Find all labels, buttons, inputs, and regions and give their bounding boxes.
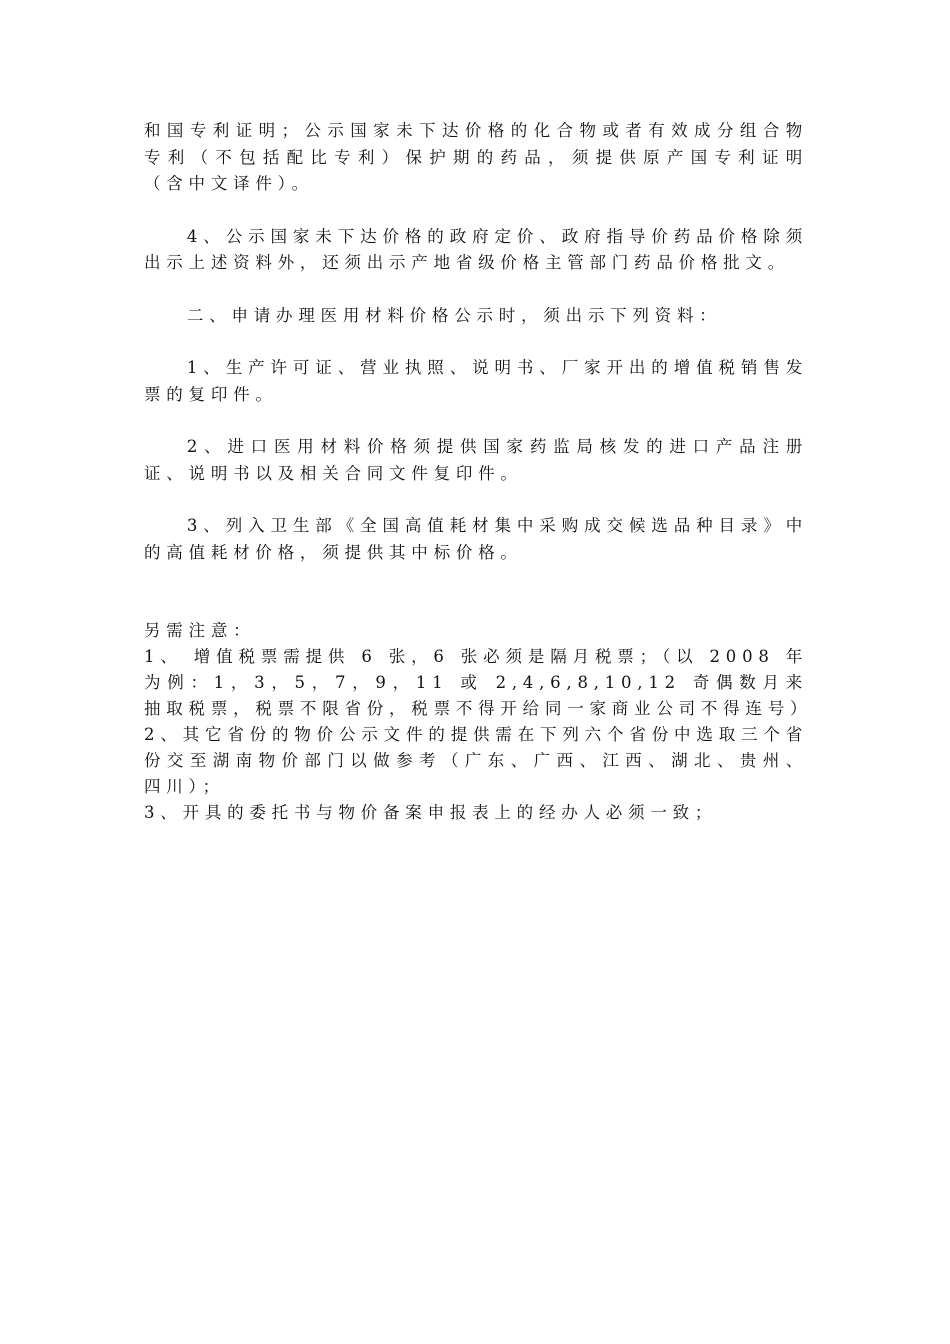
section-spacer bbox=[144, 566, 808, 618]
paragraph-spacer bbox=[144, 408, 808, 434]
note-item-tax-invoices: 1、 增值税票需提供 6 张，6 张必须是隔月税票；（以 2008 年为例：1，3，5，7，9，11 或 2,4,6,8,10,12 奇偶数月来抽取税票，税票不限省份，税票不得开给同一家商业公司不得连号） bbox=[144, 647, 813, 718]
section-heading-medical-materials: 二、申请办理医用材料价格公示时，须出示下列资料： bbox=[186, 305, 722, 325]
note-item-provincial-documents: 2、其它省份的物价公示文件的提供需在下列六个省份中选取三个省份交至湖南物价部门以做参考（广东、广西、江西、湖北、贵州、四川）； bbox=[144, 725, 808, 796]
notes-heading: 另需注意： bbox=[144, 621, 256, 640]
document-body bbox=[144, 118, 813, 826]
paragraph-high-value-consumables: 3、列入卫生部《全国高值耗材集中采购成交候选品种目录》中的高值耗材价格，须提供其中标价格。 bbox=[144, 516, 808, 562]
paragraph-imported-materials: 2、进口医用材料价格须提供国家药监局核发的进口产品注册证、说明书以及相关合同文件复印件。 bbox=[144, 437, 808, 483]
paragraph-spacer bbox=[144, 198, 808, 224]
note-item-agent-consistency: 3、开具的委托书与物价备案申报表上的经办人必须一致； bbox=[144, 803, 718, 822]
paragraph-spacer bbox=[144, 487, 808, 513]
notes-section bbox=[144, 618, 813, 826]
paragraph-licenses: 1、生产许可证、营业执照、说明书、厂家开出的增值税销售发票的复印件。 bbox=[144, 358, 808, 404]
paragraph-spacer bbox=[144, 277, 808, 303]
paragraph-patent-proof: 和国专利证明；公示国家未下达价格的化合物或者有效成分组合物专利（不包括配比专利）保护期的药品，须提供原产国专利证明（含中文译件）。 bbox=[144, 121, 808, 193]
paragraph-government-pricing: 4、公示国家未下达价格的政府定价、政府指导价药品价格除须出示上述资料外，还须出示产地省级价格主管部门药品价格批文。 bbox=[144, 226, 808, 272]
paragraph-spacer bbox=[144, 329, 808, 355]
